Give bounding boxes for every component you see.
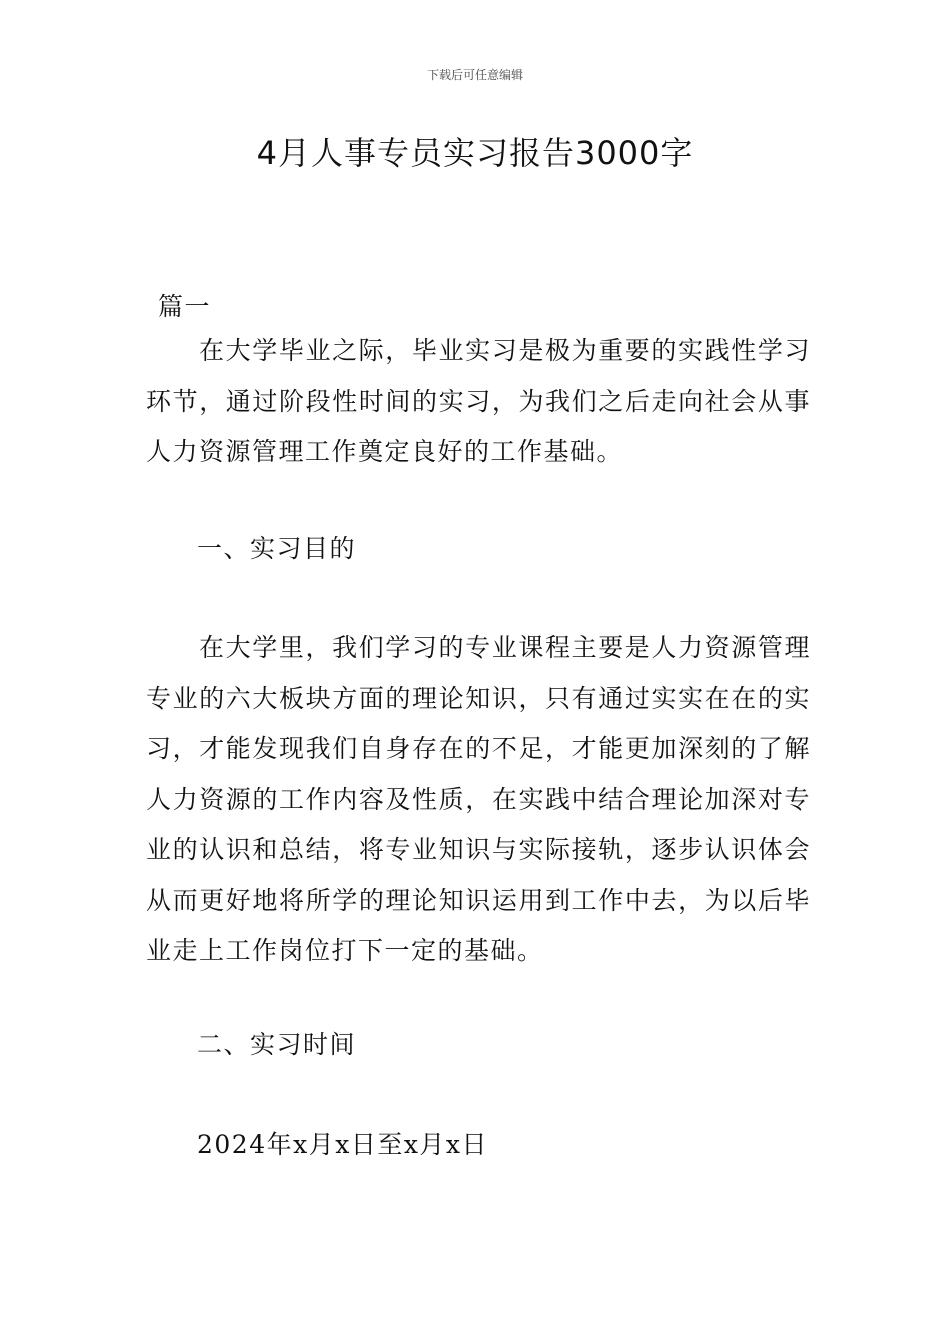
internship-date: 2024年x月x日至x月x日 [197, 1130, 489, 1159]
part-label: 篇一 [158, 292, 212, 321]
section-heading-time: 二、实习时间 [197, 1030, 357, 1059]
document-title: 4月人事专员实习报告3000字 [256, 134, 694, 172]
intro-paragraph: 在大学毕业之际，毕业实习是极为重要的实践性学习环节，通过阶段性时间的实习，为我们之后走向社会从事人力资源管理工作奠定良好的工作基础。 [146, 336, 811, 466]
header-note: 下载后可任意编辑 [426, 68, 523, 82]
purpose-paragraph: 在大学里，我们学习的专业课程主要是人力资源管理专业的六大板块方面的理论知识，只有通过实实在在的实习，才能发现我们自身存在的不足，才能更加深刻的了解人力资源的工作内容及性质，在实践中结合理论加深对专业的认识和总结，将专业知识与实际接轨，逐步认识体会从而更好地将所学的理论知识运用到工作中去，为以后毕业走上工作岗位打下一定的基础。 [146, 633, 811, 965]
section-heading-purpose: 一、实习目的 [197, 534, 357, 563]
